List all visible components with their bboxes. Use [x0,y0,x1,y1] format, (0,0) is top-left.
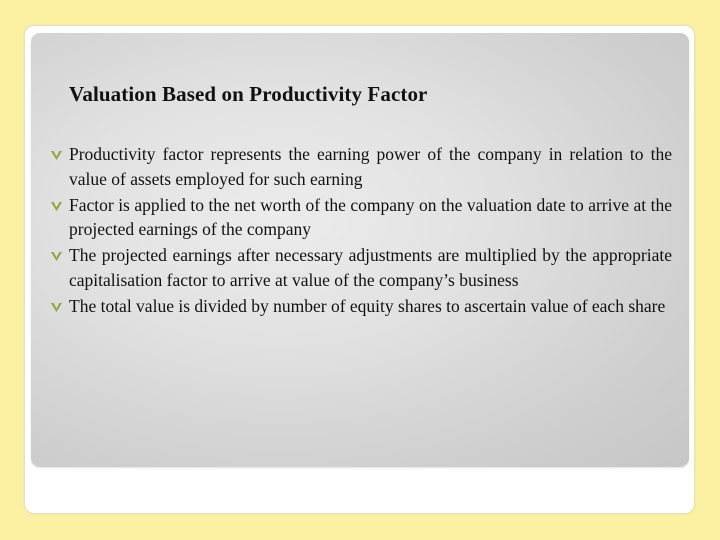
bullet-text: Productivity factor represents the earning power of the company in relation to the value of assets employed for such earning [69,144,672,189]
bullet-item [50,193,672,242]
checkmark-v-icon [50,149,63,161]
bullet-text: Factor is applied to the net worth of the company on the valuation date to arrive at the projected earnings of the company [69,194,672,239]
checkmark-v-icon [50,200,63,212]
bullet-list [50,142,672,320]
checkmark-v-icon [50,301,63,313]
checkmark-v-icon [50,250,63,262]
slide-title: Valuation Based on Productivity Factor [69,82,428,106]
bullet-text: The projected earnings after necessary adjustments are multiplied by the appropriate capitalisation factor to arrive at value of the company’s business [69,245,672,290]
bullet-item [50,243,672,292]
bullet-item [50,294,672,319]
bullet-item [50,142,672,191]
bullet-text: The total value is divided by number of equity shares to ascertain value of each share [69,295,666,316]
